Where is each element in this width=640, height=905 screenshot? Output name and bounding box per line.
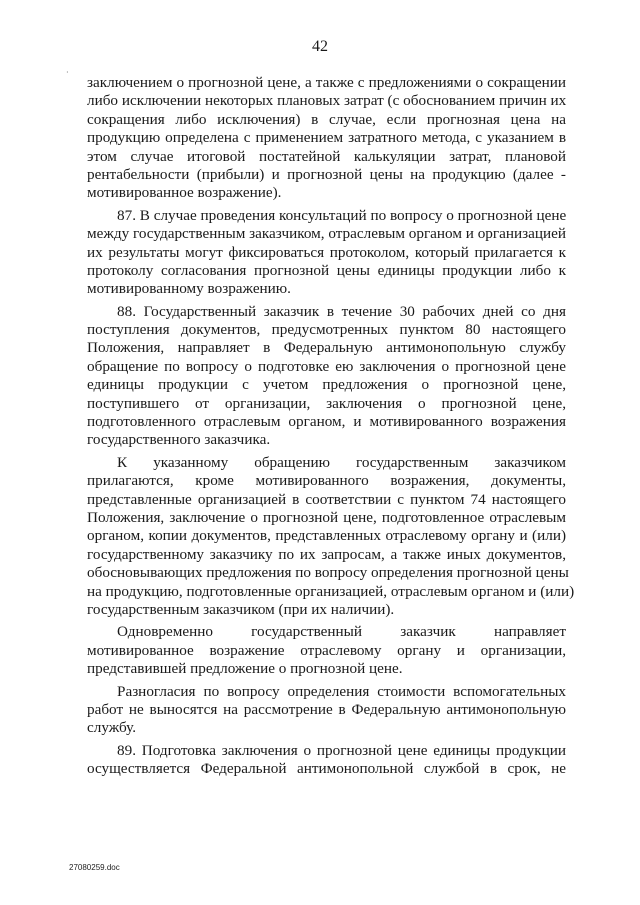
text-line: либо исключении некоторых плановых затрат (с обоснованием причин их — [87, 92, 567, 110]
text-line: представившей предложение о прогнозной цене. — [87, 660, 403, 678]
paragraph — [87, 683, 566, 738]
text-line: обращение по вопросу о подготовке ею заключения о прогнозной цене — [87, 357, 566, 375]
text-line: 88. Государственный заказчик в течение 30 рабочих дней со дня — [117, 302, 566, 320]
text-line: осуществляется Федеральной антимонопольной службой в срок, не — [87, 760, 566, 778]
text-line: прилагаются, кроме мотивированного возражения, документы, — [87, 472, 566, 490]
text-line: представленные организацией в соответствии с пунктом 74 настоящего — [87, 490, 566, 508]
paragraph — [87, 74, 566, 203]
text-line: Одновременно государственный заказчик направляет — [117, 623, 566, 641]
paragraph — [87, 303, 566, 450]
paragraph — [87, 207, 566, 299]
text-line: мотивированному возражению. — [87, 280, 291, 298]
text-line: сокращения либо исключения) в случае, если прогнозная цена на — [87, 110, 566, 128]
paragraph — [87, 453, 575, 620]
text-line: работ не выносятся на рассмотрение в Федеральную антимонопольную — [87, 700, 566, 718]
text-line: государственному заказчику по их запросам, а также иных документов, — [87, 545, 566, 563]
paragraph — [87, 623, 566, 678]
text-line: государственным заказчиком (при их наличии). — [87, 600, 395, 618]
text-line: 89. Подготовка заключения о прогнозной цене единицы продукции — [117, 741, 566, 759]
text-line: Положения, направляет в Федеральную антимонопольную службу — [87, 339, 566, 357]
text-line: мотивированное возражение). — [87, 184, 282, 202]
text-line: на продукцию, подготовленные организацией, отраслевым органом и (или) — [87, 582, 575, 600]
text-line: продукцию определена с применением затратного метода, с указанием в — [87, 129, 566, 147]
footer-file-code: 27080259.doc — [69, 863, 120, 872]
paragraph — [87, 742, 566, 779]
text-line: поступившего от организации, заключения о прогнозной цене, — [87, 394, 566, 412]
text-line: К указанному обращению государственным заказчиком — [117, 453, 566, 471]
text-line: этом случае итоговой постатейной калькуляции затрат, плановой — [87, 147, 566, 165]
text-line: органом, копии документов, представленных отраслевому органу и (или) — [87, 527, 566, 545]
text-line: 87. В случае проведения консультаций по вопросу о прогнозной цене — [117, 206, 567, 224]
text-line: между государственным заказчиком, отраслевым органом и организацией — [87, 225, 566, 243]
text-line: единицы продукции с учетом предложения о прогнозной цене, — [87, 376, 566, 394]
text-line: заключением о прогнозной цене, а также с предложениями о сокращении — [87, 74, 566, 91]
text-line: протоколу согласования прогнозной цены единицы продукции либо к — [87, 261, 566, 279]
text-line: службу. — [87, 719, 137, 737]
text-line: поступления документов, предусмотренных пунктом 80 настоящего — [87, 321, 566, 339]
text-line: рентабельности (прибыли) и прогнозной цены на продукцию (далее - — [87, 165, 566, 183]
text-line: мотивированное возражение отраслевому органу и организации, — [87, 641, 566, 659]
text-line: Положения, заключение о прогнозной цене, подготовленное отраслевым — [87, 508, 566, 526]
text-line: обосновывающих предложения по вопросу определения прогнозной цены — [87, 564, 569, 582]
scan-speck: · — [66, 68, 69, 77]
body-text — [87, 74, 575, 778]
text-line: их результаты могут фиксироваться протоколом, который прилагается к — [87, 243, 566, 261]
text-line: Разногласия по вопросу определения стоимости вспомогательных — [117, 682, 566, 700]
text-line: подготовленного отраслевым органом, и мотивированного возражения — [87, 413, 566, 431]
text-line: государственного заказчика. — [87, 431, 271, 449]
page-number: 42 — [312, 38, 328, 55]
